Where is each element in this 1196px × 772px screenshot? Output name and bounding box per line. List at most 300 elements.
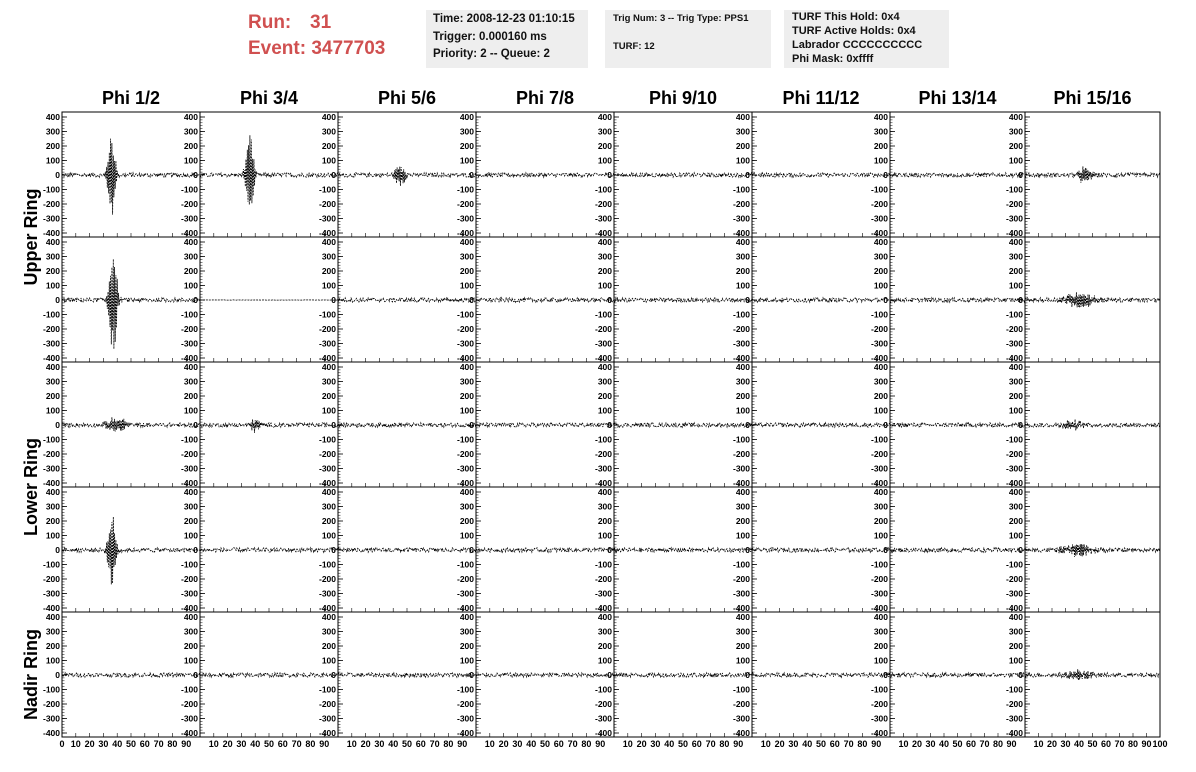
y-tick-label: 0 — [331, 170, 336, 180]
y-tick-label: 0 — [55, 670, 60, 680]
x-tick-label: 60 — [829, 739, 840, 749]
y-tick-label: 0 — [331, 295, 336, 305]
y-tick-label: -300 — [594, 463, 612, 474]
waveform-trace — [338, 423, 476, 427]
y-tick-label: -400 — [456, 353, 474, 363]
waveform-trace — [62, 139, 200, 215]
y-tick-label: -300 — [1005, 713, 1023, 724]
y-tick-label: -400 — [42, 728, 60, 738]
y-tick-label: -200 — [456, 449, 474, 459]
y-tick-label: -400 — [732, 603, 750, 613]
labrador-text: Labrador CCCCCCCCCC — [792, 39, 923, 51]
y-tick-label: 300 — [735, 626, 750, 637]
y-tick-label: -100 — [456, 184, 474, 195]
y-tick-label: -200 — [180, 699, 198, 709]
y-tick-label: 200 — [873, 266, 888, 276]
y-tick-label: 300 — [459, 251, 474, 262]
x-tick-label: 10 — [484, 739, 495, 749]
y-tick-label: 300 — [183, 626, 198, 637]
y-tick-label: -200 — [180, 449, 198, 459]
y-tick-label: 400 — [735, 612, 750, 622]
y-tick-label: -400 — [594, 728, 612, 738]
y-tick-label: 100 — [45, 655, 60, 666]
y-tick-label: -200 — [732, 449, 750, 459]
y-tick-label: -400 — [42, 603, 60, 613]
y-tick-label: 300 — [183, 376, 198, 387]
x-tick-label: 30 — [374, 739, 385, 749]
y-tick-label: -200 — [456, 199, 474, 209]
x-tick-label: 40 — [664, 739, 675, 749]
y-tick-label: 200 — [735, 641, 750, 651]
ring-label: Nadir Ring — [21, 628, 41, 721]
x-tick-label: 20 — [1046, 739, 1058, 749]
waveform-trace — [476, 423, 614, 427]
y-tick-label: 200 — [597, 516, 612, 526]
y-tick-label: 300 — [183, 501, 198, 512]
waveform-trace — [62, 417, 200, 431]
waveform-trace — [476, 548, 614, 552]
waveform-trace — [752, 548, 890, 552]
y-tick-label: 100 — [321, 405, 336, 416]
y-tick-label: 400 — [183, 612, 198, 622]
y-tick-label: -100 — [318, 559, 336, 570]
x-tick-label: 60 — [277, 739, 288, 749]
y-tick-label: 300 — [321, 251, 336, 262]
y-tick-label: 100 — [597, 655, 612, 666]
y-tick-label: 0 — [331, 545, 336, 555]
y-tick-label: -100 — [42, 684, 60, 695]
x-tick-label: 80 — [719, 739, 730, 749]
x-tick-label: 90 — [181, 739, 192, 749]
y-tick-label: -100 — [456, 684, 474, 695]
y-tick-label: 100 — [45, 280, 60, 291]
y-tick-label: 400 — [873, 237, 888, 247]
y-tick-label: 400 — [597, 612, 612, 622]
x-tick-label: 70 — [843, 739, 854, 749]
y-tick-label: -300 — [1005, 588, 1023, 599]
x-tick-label: 0 — [59, 739, 65, 749]
y-tick-label: 0 — [193, 170, 198, 180]
x-tick-label: 30 — [788, 739, 799, 749]
y-tick-label: 300 — [459, 376, 474, 387]
column-title: Phi 3/4 — [239, 88, 299, 108]
y-tick-label: 0 — [193, 545, 198, 555]
y-tick-label: 200 — [1008, 516, 1023, 526]
waveform-trace — [62, 259, 200, 349]
y-tick-label: -200 — [870, 324, 888, 334]
y-tick-label: -300 — [180, 463, 198, 474]
y-tick-label: 300 — [597, 501, 612, 512]
x-tick-label: 70 — [1114, 739, 1125, 749]
y-tick-label: 400 — [183, 112, 198, 122]
y-tick-label: 100 — [597, 280, 612, 291]
y-tick-label: -400 — [1005, 603, 1023, 613]
panel-frame — [62, 112, 200, 237]
y-tick-label: -100 — [732, 309, 750, 320]
y-tick-label: 300 — [459, 626, 474, 637]
y-tick-label: 400 — [183, 487, 198, 497]
y-tick-label: -100 — [42, 309, 60, 320]
x-tick-label: 30 — [236, 739, 247, 749]
y-tick-label: -100 — [42, 434, 60, 445]
y-tick-label: 0 — [55, 170, 60, 180]
waveform-trace — [1025, 292, 1160, 308]
y-tick-label: 200 — [321, 141, 336, 151]
x-tick-label: 50 — [1087, 739, 1098, 749]
y-tick-label: -200 — [318, 199, 336, 209]
y-tick-label: 0 — [55, 420, 60, 430]
y-tick-label: 100 — [735, 280, 750, 291]
panel-frame — [200, 487, 338, 612]
x-tick-label: 10 — [346, 739, 357, 749]
x-tick-label: 10 — [898, 739, 909, 749]
y-tick-label: 100 — [597, 405, 612, 416]
y-tick-label: 200 — [735, 516, 750, 526]
y-tick-label: 200 — [1008, 266, 1023, 276]
y-tick-label: -200 — [732, 699, 750, 709]
y-tick-label: -100 — [870, 559, 888, 570]
y-tick-label: 0 — [469, 170, 474, 180]
y-tick-label: -100 — [594, 184, 612, 195]
y-tick-label: 200 — [873, 516, 888, 526]
y-tick-label: 0 — [1018, 670, 1023, 680]
x-tick-label: 60 — [965, 739, 977, 749]
y-tick-label: 400 — [1008, 112, 1023, 122]
y-tick-label: -400 — [318, 353, 336, 363]
waveform-trace — [338, 167, 476, 186]
x-tick-label: 100 — [1152, 739, 1168, 749]
y-tick-label: 300 — [597, 251, 612, 262]
y-tick-label: 100 — [873, 655, 888, 666]
waveform-trace — [62, 517, 200, 585]
y-tick-label: -200 — [42, 699, 60, 709]
y-tick-label: 0 — [193, 295, 198, 305]
waveform-trace — [476, 673, 614, 677]
y-tick-label: -200 — [1005, 199, 1023, 209]
y-tick-label: -100 — [594, 309, 612, 320]
x-tick-label: 40 — [1073, 739, 1085, 749]
y-tick-label: -200 — [870, 574, 888, 584]
y-tick-label: -300 — [732, 213, 750, 224]
y-tick-label: -400 — [180, 728, 198, 738]
y-tick-label: 200 — [183, 516, 198, 526]
turf-hold-text: TURF This Hold: 0x4 — [792, 11, 900, 23]
y-tick-label: -400 — [732, 353, 750, 363]
y-tick-label: -300 — [42, 338, 60, 349]
y-tick-label: -200 — [1005, 574, 1023, 584]
y-tick-label: -200 — [456, 699, 474, 709]
y-tick-label: -300 — [42, 463, 60, 474]
y-tick-label: 100 — [735, 530, 750, 541]
y-tick-label: -200 — [594, 324, 612, 334]
y-tick-label: -300 — [1005, 213, 1023, 224]
x-tick-label: 70 — [705, 739, 716, 749]
y-tick-label: 400 — [45, 362, 60, 372]
y-tick-label: 200 — [321, 266, 336, 276]
y-tick-label: -400 — [870, 603, 888, 613]
y-tick-label: 100 — [459, 280, 474, 291]
y-tick-label: 200 — [597, 391, 612, 401]
y-tick-label: 400 — [459, 112, 474, 122]
y-tick-label: -200 — [1005, 324, 1023, 334]
x-tick-label: 80 — [992, 739, 1004, 749]
x-tick-label: 90 — [457, 739, 468, 749]
y-tick-label: 400 — [321, 237, 336, 247]
y-tick-label: 300 — [1008, 126, 1023, 137]
x-tick-label: 90 — [1006, 739, 1017, 749]
y-tick-label: 200 — [459, 641, 474, 651]
y-tick-label: -400 — [456, 478, 474, 488]
y-tick-label: 200 — [459, 266, 474, 276]
y-tick-label: -300 — [870, 713, 888, 724]
y-tick-label: -100 — [1005, 559, 1023, 570]
y-tick-label: -300 — [180, 213, 198, 224]
x-tick-label: 20 — [774, 739, 785, 749]
y-tick-label: -300 — [180, 588, 198, 599]
waveform-trace — [62, 673, 200, 677]
y-tick-label: 100 — [873, 530, 888, 541]
y-tick-label: -200 — [180, 199, 198, 209]
y-tick-label: 400 — [735, 237, 750, 247]
time-text: Time: 2008-12-23 01:10:15 — [433, 13, 575, 25]
x-tick-label: 10 — [760, 739, 771, 749]
y-tick-label: -400 — [42, 228, 60, 238]
y-tick-label: -300 — [1005, 463, 1023, 474]
x-tick-label: 60 — [691, 739, 702, 749]
y-tick-label: -100 — [732, 684, 750, 695]
y-tick-label: -400 — [1005, 478, 1023, 488]
y-tick-label: -200 — [870, 699, 888, 709]
y-tick-label: -100 — [180, 184, 198, 195]
y-tick-label: 300 — [873, 251, 888, 262]
y-tick-label: 400 — [459, 362, 474, 372]
x-tick-label: 40 — [388, 739, 399, 749]
x-tick-label: 90 — [595, 739, 606, 749]
y-tick-label: -400 — [870, 228, 888, 238]
y-tick-label: 100 — [873, 155, 888, 166]
x-tick-label: 60 — [1100, 739, 1112, 749]
y-tick-label: -400 — [180, 228, 198, 238]
x-tick-label: 70 — [567, 739, 578, 749]
y-tick-label: -100 — [456, 434, 474, 445]
y-tick-label: 100 — [45, 155, 60, 166]
x-tick-label: 30 — [512, 739, 523, 749]
x-tick-label: 10 — [70, 739, 81, 749]
x-tick-label: 80 — [305, 739, 316, 749]
y-tick-label: -200 — [42, 574, 60, 584]
y-tick-label: -100 — [180, 684, 198, 695]
y-tick-label: 0 — [1018, 420, 1023, 430]
trig-text: Trig Num: 3 -- Trig Type: PPS1 — [613, 13, 749, 24]
y-tick-label: 300 — [873, 501, 888, 512]
y-tick-label: -100 — [318, 309, 336, 320]
x-tick-label: 30 — [650, 739, 661, 749]
y-tick-label: -400 — [318, 228, 336, 238]
y-tick-label: -400 — [318, 603, 336, 613]
y-tick-label: 400 — [597, 237, 612, 247]
y-tick-label: -400 — [594, 478, 612, 488]
y-tick-label: 300 — [321, 626, 336, 637]
waveform-trace — [1025, 544, 1160, 557]
x-tick-label: 50 — [125, 739, 137, 749]
y-tick-label: 100 — [873, 280, 888, 291]
y-tick-label: 200 — [597, 641, 612, 651]
y-tick-label: -400 — [732, 478, 750, 488]
y-tick-label: -300 — [732, 463, 750, 474]
y-tick-label: 200 — [873, 391, 888, 401]
y-tick-label: 100 — [735, 405, 750, 416]
y-tick-label: 200 — [45, 641, 60, 651]
y-tick-label: 100 — [459, 155, 474, 166]
waveform-trace — [614, 423, 752, 427]
y-tick-label: -200 — [732, 324, 750, 334]
y-tick-label: -400 — [870, 353, 888, 363]
y-tick-label: 300 — [459, 126, 474, 137]
y-tick-label: 200 — [1008, 141, 1023, 151]
y-tick-label: -100 — [456, 559, 474, 570]
y-tick-label: -300 — [456, 713, 474, 724]
y-tick-label: 200 — [45, 141, 60, 151]
y-tick-label: 0 — [469, 545, 474, 555]
y-tick-label: 300 — [183, 251, 198, 262]
waveform-trace — [752, 673, 890, 677]
x-tick-label: 90 — [871, 739, 882, 749]
y-tick-label: 400 — [459, 237, 474, 247]
y-tick-label: 200 — [183, 266, 198, 276]
y-tick-label: 300 — [735, 501, 750, 512]
y-tick-label: 300 — [597, 126, 612, 137]
waveform-trace — [200, 419, 338, 433]
y-tick-label: 200 — [321, 391, 336, 401]
y-tick-label: -100 — [1005, 434, 1023, 445]
x-tick-label: 10 — [208, 739, 219, 749]
y-tick-label: 300 — [1008, 376, 1023, 387]
waveform-trace — [614, 298, 752, 302]
x-tick-label: 50 — [539, 739, 551, 749]
y-tick-label: -400 — [42, 478, 60, 488]
event-number: 3477703 — [311, 38, 386, 59]
run-label: Run: — [248, 12, 292, 33]
y-tick-label: -300 — [594, 213, 612, 224]
y-tick-label: 200 — [183, 641, 198, 651]
y-tick-label: 0 — [469, 295, 474, 305]
x-tick-label: 90 — [733, 739, 744, 749]
waveform-trace — [200, 548, 338, 552]
y-tick-label: -300 — [456, 213, 474, 224]
y-tick-label: -300 — [42, 713, 60, 724]
y-tick-label: 200 — [459, 391, 474, 401]
y-tick-label: 400 — [321, 487, 336, 497]
column-title: Phi 13/14 — [918, 88, 997, 108]
y-tick-label: -100 — [732, 559, 750, 570]
x-tick-label: 40 — [938, 739, 950, 749]
y-tick-label: -200 — [732, 199, 750, 209]
y-tick-label: 200 — [597, 141, 612, 151]
panel-frame — [890, 112, 1025, 237]
waveform-trace — [890, 298, 1025, 302]
waveform-trace — [1025, 669, 1160, 680]
y-tick-label: 0 — [331, 420, 336, 430]
x-tick-label: 40 — [112, 739, 123, 749]
y-tick-label: 0 — [193, 670, 198, 680]
y-tick-label: -100 — [318, 684, 336, 695]
y-tick-label: -300 — [870, 213, 888, 224]
y-tick-label: 400 — [183, 237, 198, 247]
y-tick-label: 0 — [883, 545, 888, 555]
y-tick-label: 100 — [183, 530, 198, 541]
x-tick-label: 50 — [952, 739, 963, 749]
x-tick-label: 80 — [857, 739, 868, 749]
waveform-trace — [890, 548, 1025, 552]
y-tick-label: 300 — [45, 251, 60, 262]
y-tick-label: 400 — [45, 487, 60, 497]
y-tick-label: 300 — [45, 376, 60, 387]
y-tick-label: 100 — [459, 405, 474, 416]
y-tick-label: -200 — [870, 449, 888, 459]
y-tick-label: -400 — [318, 478, 336, 488]
y-tick-label: 400 — [45, 612, 60, 622]
x-tick-label: 50 — [401, 739, 413, 749]
y-tick-label: -400 — [870, 478, 888, 488]
turf-active-text: TURF Active Holds: 0x4 — [792, 25, 916, 37]
waveform-trace — [614, 673, 752, 677]
waveform-trace — [752, 298, 890, 302]
y-tick-label: -400 — [594, 353, 612, 363]
y-tick-label: -200 — [42, 199, 60, 209]
y-tick-label: 200 — [1008, 391, 1023, 401]
y-tick-label: -300 — [456, 588, 474, 599]
y-tick-label: -100 — [594, 434, 612, 445]
y-tick-label: -300 — [870, 588, 888, 599]
y-tick-label: 0 — [469, 420, 474, 430]
y-tick-label: -300 — [42, 588, 60, 599]
y-tick-label: 100 — [1008, 655, 1023, 666]
y-tick-label: 200 — [597, 266, 612, 276]
y-tick-label: -100 — [870, 434, 888, 445]
y-tick-label: -400 — [180, 478, 198, 488]
y-tick-label: -200 — [732, 574, 750, 584]
y-tick-label: 100 — [321, 155, 336, 166]
run-number: 31 — [310, 12, 332, 33]
y-tick-label: 0 — [883, 170, 888, 180]
y-tick-label: 0 — [607, 420, 612, 430]
y-tick-label: 300 — [873, 626, 888, 637]
y-tick-label: 400 — [873, 612, 888, 622]
y-tick-label: 300 — [735, 376, 750, 387]
phi-mask-text: Phi Mask: 0xffff — [792, 53, 874, 65]
y-tick-label: 400 — [321, 612, 336, 622]
column-title: Phi 11/12 — [782, 88, 860, 108]
event-label: Event: — [248, 38, 307, 59]
y-tick-label: 100 — [183, 405, 198, 416]
y-tick-label: 300 — [459, 501, 474, 512]
y-tick-label: 400 — [735, 362, 750, 372]
y-tick-label: -300 — [42, 213, 60, 224]
y-tick-label: -300 — [180, 713, 198, 724]
waveform-trace — [1025, 166, 1160, 182]
y-tick-label: 300 — [183, 126, 198, 137]
y-tick-label: -300 — [456, 463, 474, 474]
y-tick-label: 200 — [45, 516, 60, 526]
y-tick-label: -100 — [594, 559, 612, 570]
y-tick-label: 400 — [873, 362, 888, 372]
y-tick-label: 100 — [321, 530, 336, 541]
y-tick-label: -200 — [594, 699, 612, 709]
y-tick-label: 100 — [1008, 530, 1023, 541]
y-tick-label: -200 — [456, 324, 474, 334]
y-tick-label: 200 — [735, 266, 750, 276]
y-tick-label: 200 — [873, 141, 888, 151]
